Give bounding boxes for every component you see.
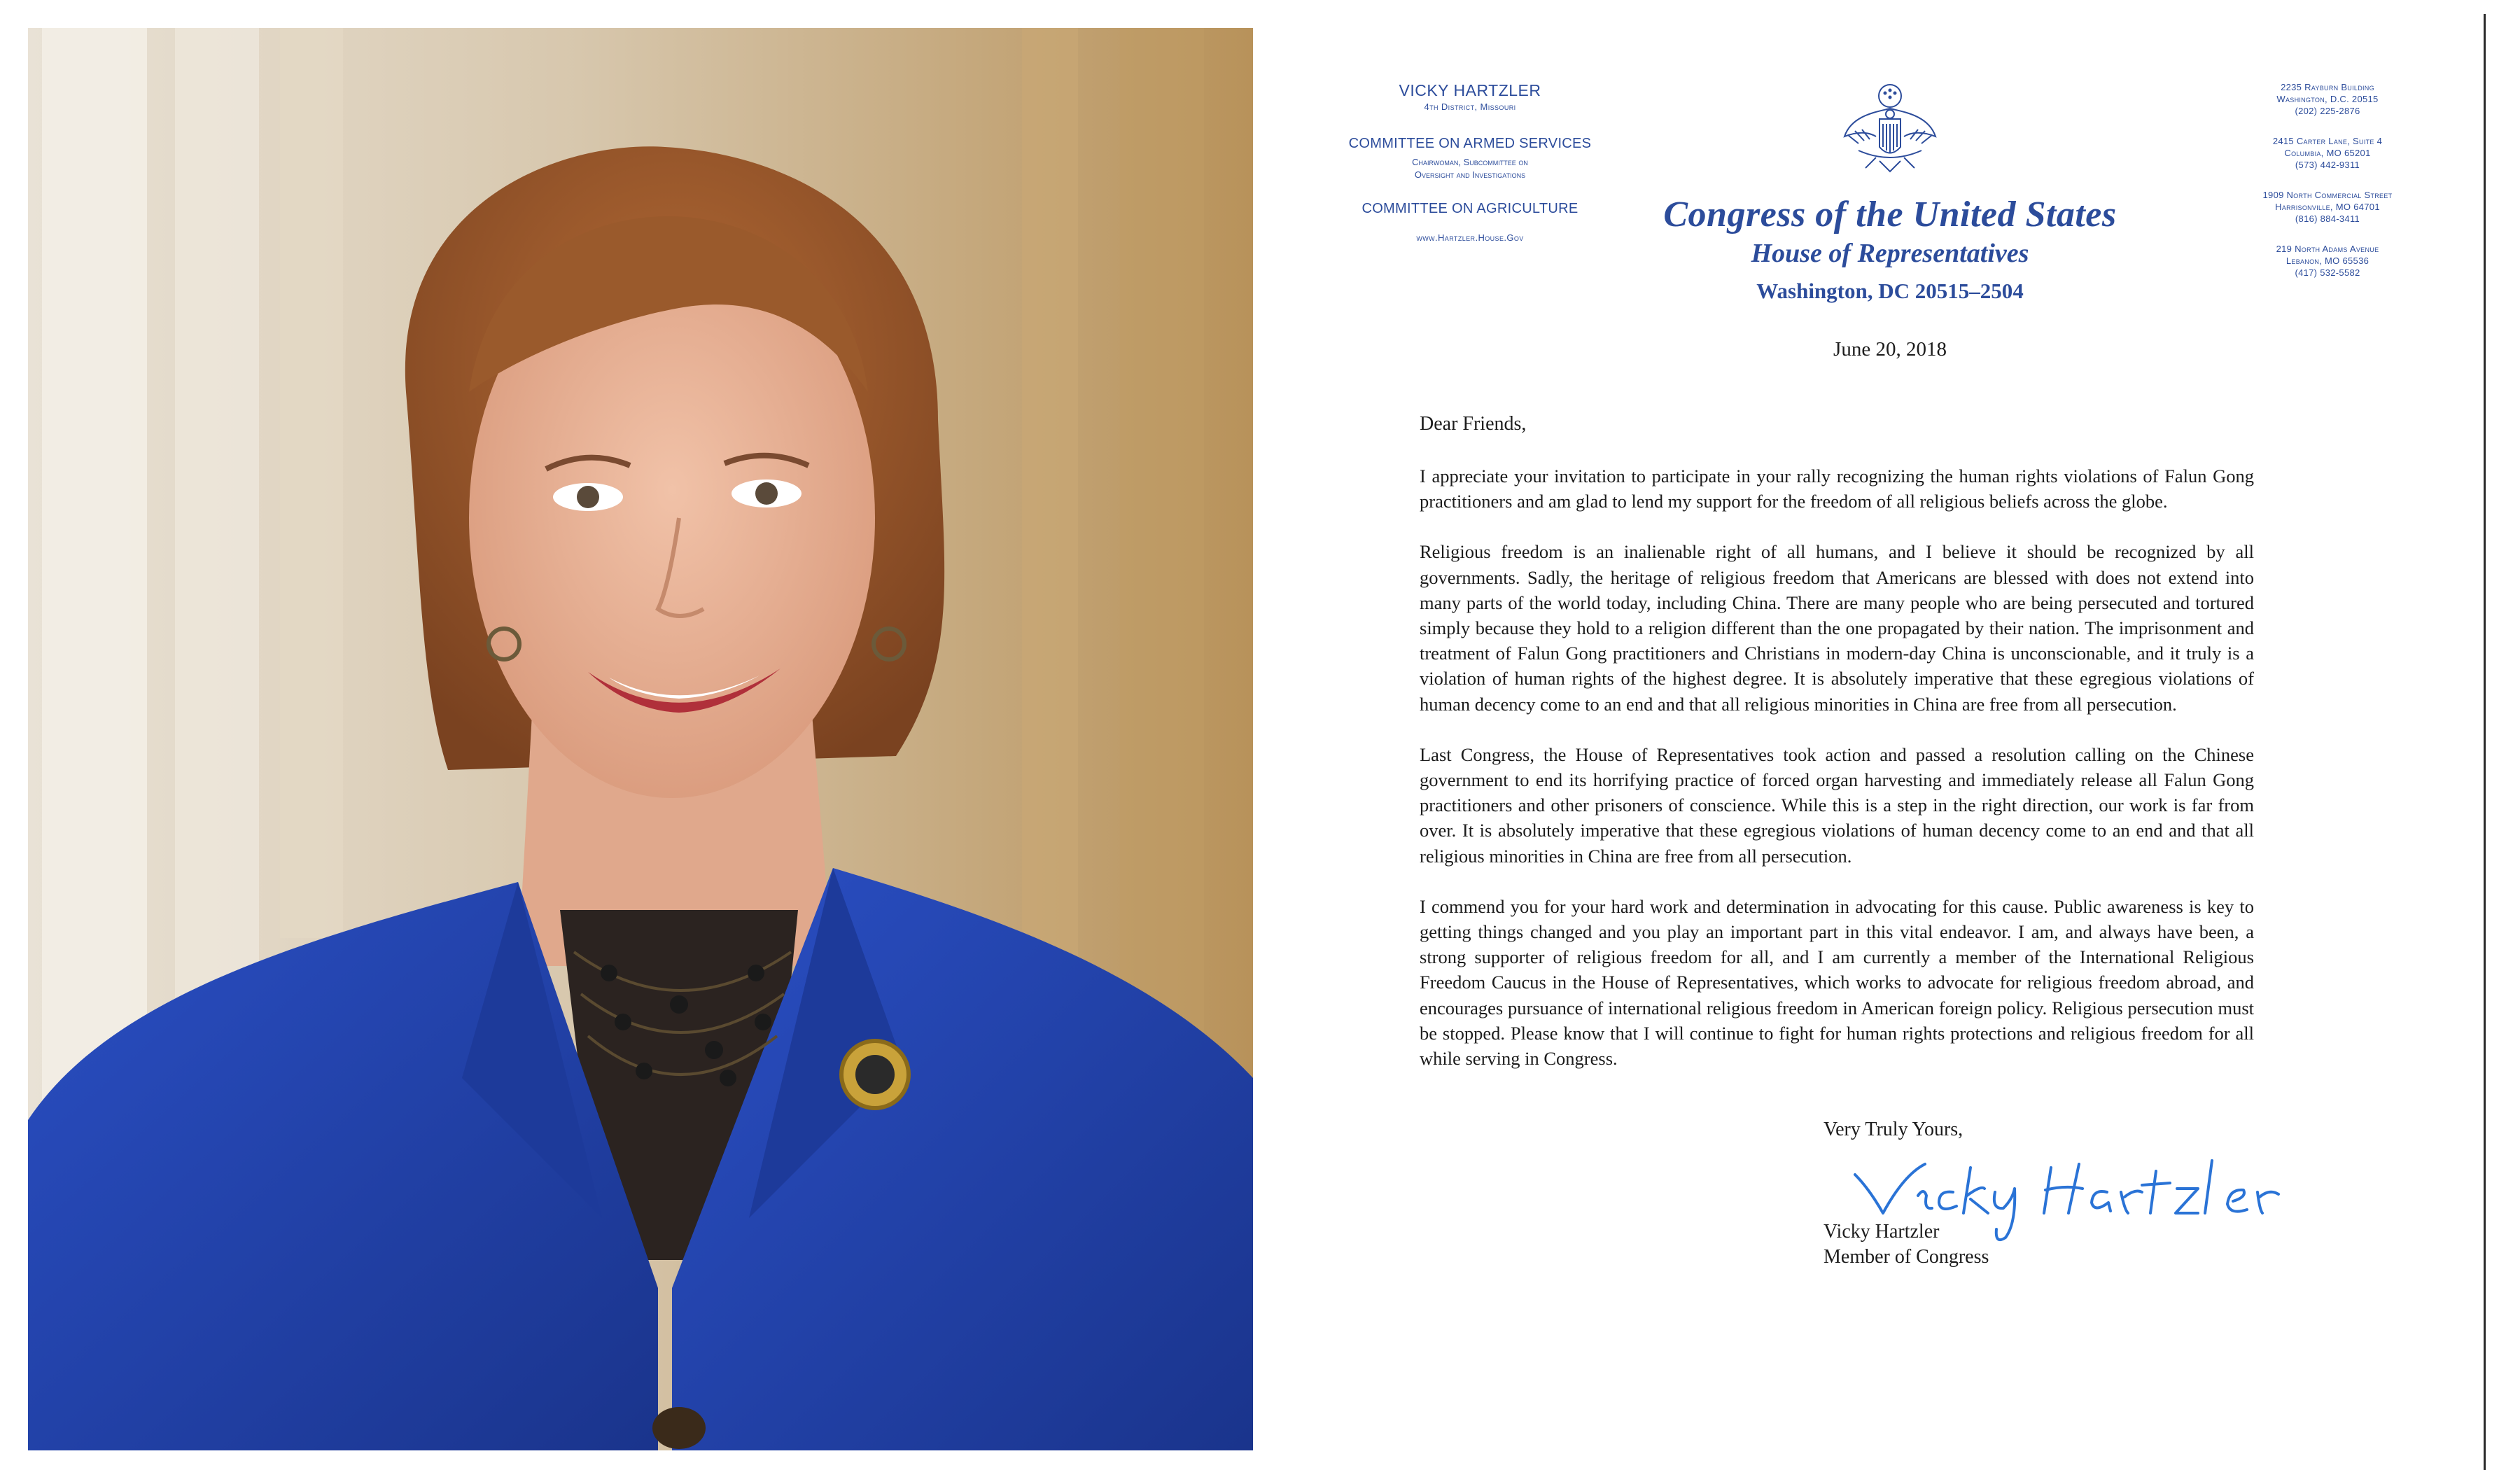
office-address [2212, 81, 2443, 117]
signer-name: Vicky Hartzler [1823, 1221, 1940, 1242]
office-address-line: Harrisonville, MO 64701 [2275, 202, 2380, 212]
great-seal-icon [1837, 80, 1942, 186]
member-name: VICKY HARTZLER [1399, 81, 1541, 99]
letter-paragraph: I appreciate your invitation to participate in your rally recognizing the human rights violations of Falun Gong practitioners and am glad to lend my support for the freedom of all religious beliefs across the globe. [1420, 465, 2254, 512]
office-address [2212, 189, 2443, 225]
office-address [2212, 135, 2443, 171]
office-address-line: Columbia, MO 65201 [2284, 148, 2371, 158]
signer-title: Member of Congress [1823, 1246, 1989, 1268]
letterhead-subtitle: House of Representatives [1751, 239, 2029, 268]
website: www.Hartzler.House.Gov [1416, 232, 1524, 243]
jacket-button [652, 1407, 706, 1449]
signer-block [1823, 1219, 1989, 1270]
committee-agriculture: COMMITTEE ON AGRICULTURE [1362, 201, 1578, 216]
letter-greeting: Dear Friends, [1420, 413, 1527, 435]
member-district: 4th District, Missouri [1424, 102, 1516, 112]
letter-closing: Very Truly Yours, [1823, 1119, 1963, 1140]
office-address [2212, 243, 2443, 279]
page-edge [2484, 14, 2486, 1470]
portrait-photo [28, 28, 1253, 1450]
marble-column [280, 28, 343, 938]
letter-page [1295, 0, 2499, 1470]
office-phone: (417) 532-5582 [2295, 267, 2360, 278]
portrait-illustration [28, 28, 1253, 1450]
letterhead-city: Washington, DC 20515–2504 [1756, 279, 2024, 303]
office-address-line: 2235 Rayburn Building [2281, 82, 2374, 92]
office-address-line: Lebanon, MO 65536 [2286, 255, 2370, 266]
office-phone: (202) 225-2876 [2295, 106, 2360, 116]
office-address-line: Washington, D.C. 20515 [2276, 94, 2379, 104]
office-address-line: 2415 Carter Lane, Suite 4 [2272, 136, 2383, 146]
committee-role [1323, 156, 1617, 181]
office-addresses [2212, 81, 2443, 297]
letter-date: June 20, 2018 [1833, 338, 1947, 360]
letterhead-title: Congress of the United States [1663, 195, 2117, 234]
office-address-line: 219 North Adams Avenue [2276, 244, 2379, 254]
committee-role-line-2: Oversight and Investigations [1414, 169, 1526, 180]
committee-role-line-1: Chairwoman, Subcommittee on [1412, 157, 1528, 167]
office-phone: (816) 884-3411 [2295, 214, 2360, 224]
letter-paragraph: Religious freedom is an inalienable right of all humans, and I believe it should be recognized by all governments. Sadly, the heritage of religious freedom that Americans are blessed with does not extend into many parts of the world today, including China. There are many people who are being persecuted and tortured simply because they hold to a religion different than the one propagated by their nation. The imprisonment and treatment of Falun Gong practitioners and Christians in modern-day China is unconscionable, and it truly is a violation of human rights of the highest degree. It is absolutely imperative that these egregious violations of human decency come to an end and that all religious minorities in China are free from all persecution. [1420, 541, 2254, 715]
office-address-line: 1909 North Commercial Street [2262, 190, 2393, 200]
letter-paragraph: Last Congress, the House of Representatives took action and passed a resolution calling on the Chinese government to end its horrifying practice of forced organ harvesting and immediately release all Falun Gong practitioners and other prisoners of conscience. While this is a step in the right direction, our work is far from over. It is absolutely imperative that these egregious violations of human decency come to an end and that all religious minorities in China are free from all persecution. [1420, 743, 2254, 867]
letterhead-center [1638, 80, 2142, 304]
letter-body [1420, 463, 2254, 1096]
office-phone: (573) 442-9311 [2295, 160, 2360, 170]
letter-paragraph: I commend you for your hard work and determination in advocating for this cause. Public awareness is key to getting things changed and you play an important part in this vital endeavor. I am, and always have been, a strong supporter of religious freedom for all, and I am currently a member of the International Religious Freedom Caucus in the House of Representatives, which works to advocate for religious freedom abroad, and encourages pursuance of international religious freedom in American foreign policy. Religious persecution must be stopped. Please know that I will continue to fight for human rights protections and religious freedom for all while serving in Congress. [1420, 895, 2254, 1070]
committee-armed-services: COMMITTEE ON ARMED SERVICES [1348, 136, 1592, 151]
letterhead-left [1323, 81, 1617, 243]
